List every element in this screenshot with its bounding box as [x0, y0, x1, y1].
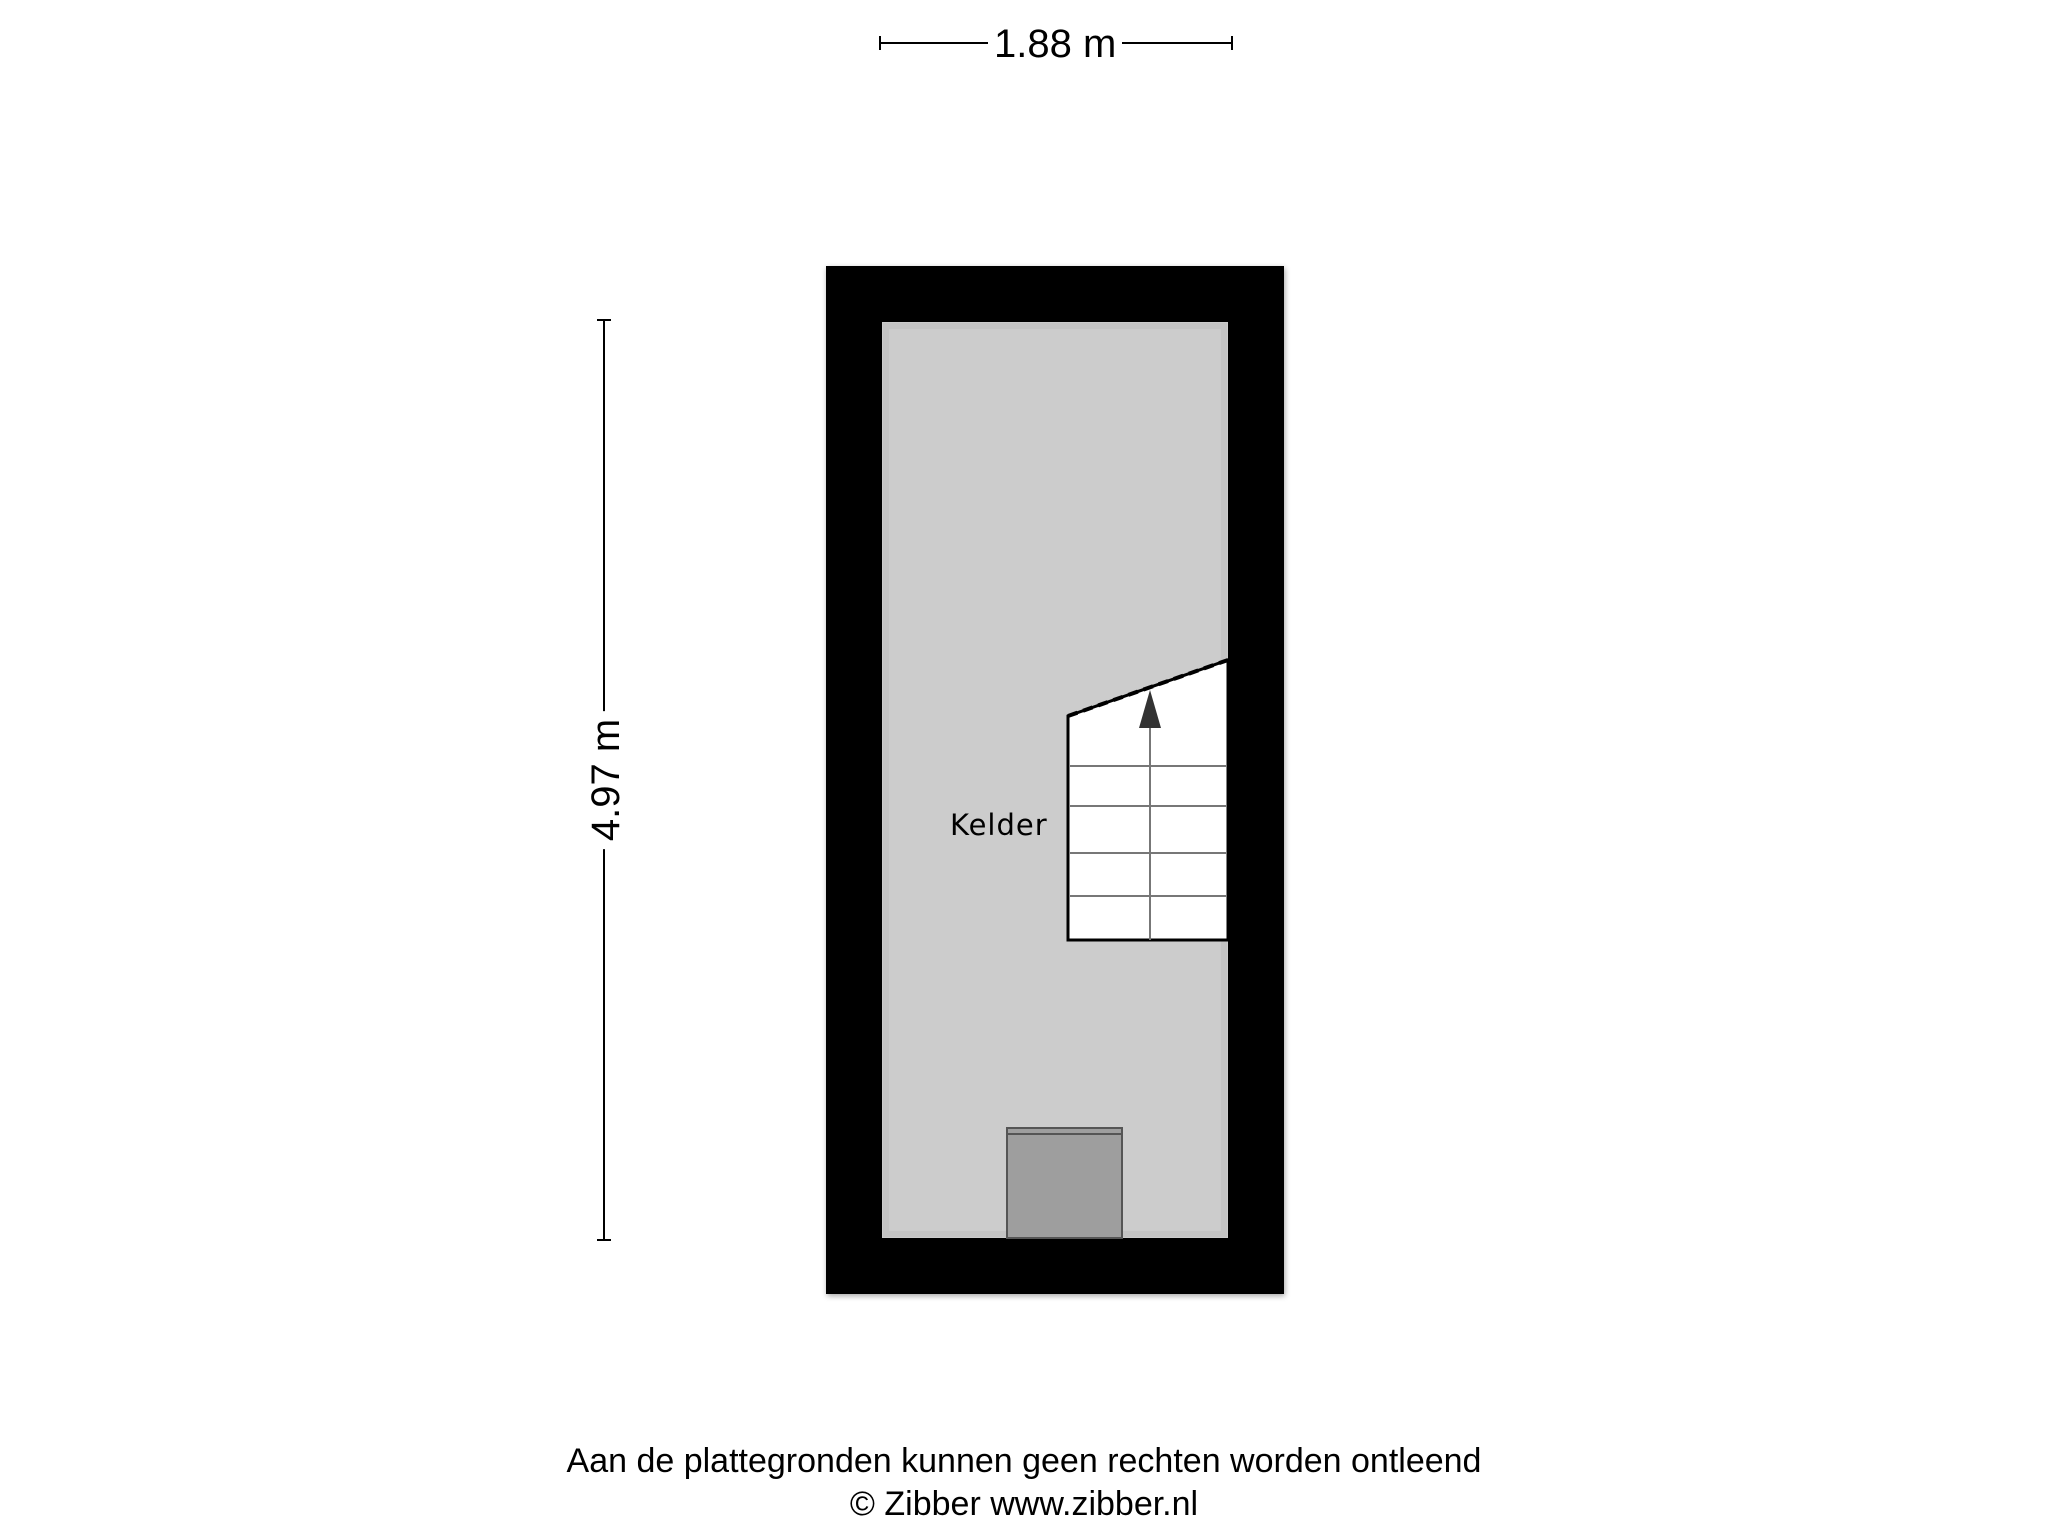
- footer-disclaimer: Aan de plattegronden kunnen geen rechten worden ontleend: [566, 1442, 1482, 1480]
- floor-fixture: [1007, 1128, 1122, 1238]
- room-label-kelder: Kelder: [950, 808, 1048, 842]
- footer-copyright: © Zibber www.zibber.nl: [849, 1485, 1199, 1523]
- width-dimension-label: 1.88 m: [988, 24, 1122, 64]
- height-dimension-label: 4.97 m: [586, 711, 626, 849]
